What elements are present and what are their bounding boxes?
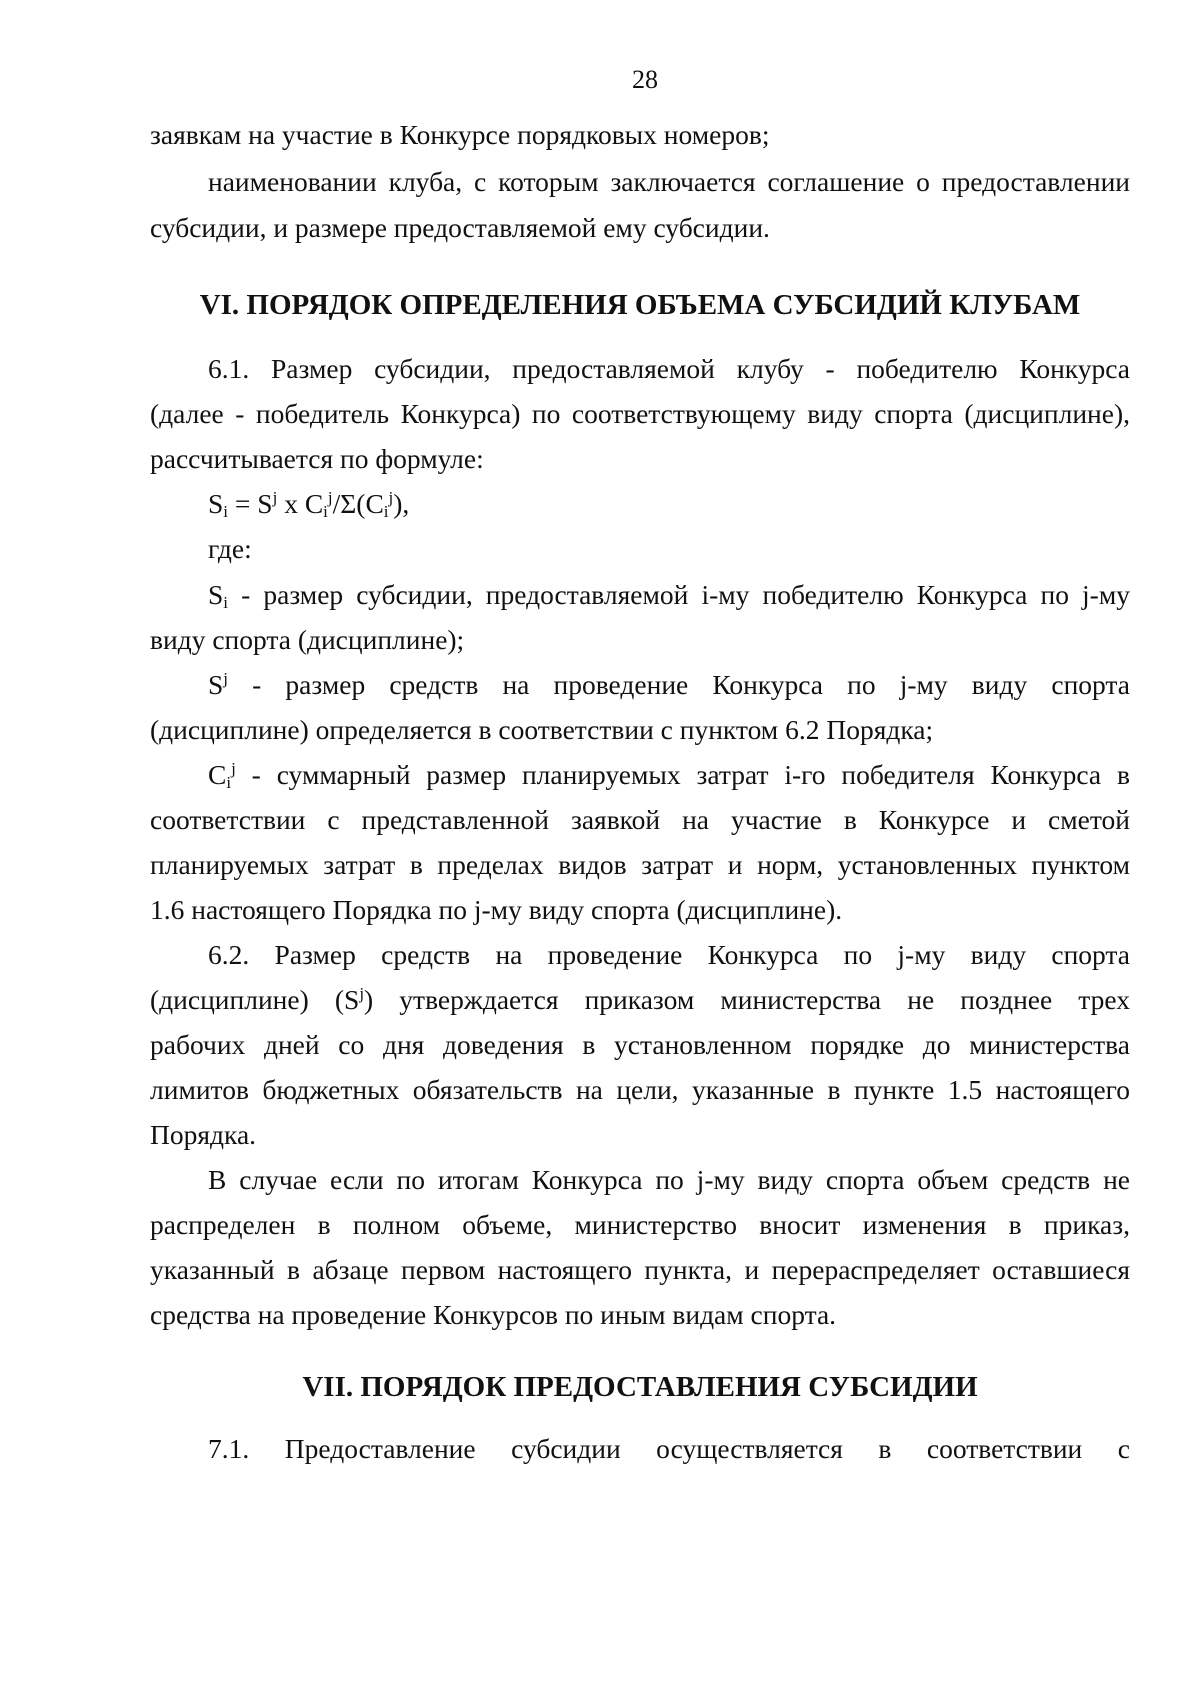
text-line: 6.2. Размер средств на проведение Конкурса по j-му виду спорта [208,939,1130,970]
definition-ci: $C_i^j$ - суммарный размер планируемых затрат i-го победителя Конкурса в [208,759,1130,792]
text-line: распределен в полном объеме, министерство вносит изменения в приказ, [150,1209,1130,1240]
text-line: (далее - победитель Конкурса) по соответствующему виду спорта (дисциплине), [150,398,1130,429]
text-line: средства на проведение Конкурсов по иным видам спорта. [150,1299,837,1330]
text-line: наименовании клуба, с которым заключается соглашение о предоставлении [208,166,1130,197]
text-line: лимитов бюджетных обязательств на цели, указанные в пункте 1.5 настоящего [150,1074,1130,1105]
text-line: (дисциплине) определяется в соответствии с пунктом 6.2 Порядка; [150,714,934,745]
text-line: В случае если по итогам Конкурса по j-му виду спорта объем средств не [208,1164,1130,1195]
text-line: заявкам на участие в Конкурсе порядковых номеров; [150,119,770,150]
text-line: 6.1. Размер субсидии, предоставляемой клубу - победителю Конкурса [208,353,1130,384]
text-line: субсидии, и размере предоставляемой ему субсидии. [150,212,770,243]
definition-si: $S_i$ - размер субсидии, предоставляемой i-му победителю Конкурса по j-му [208,579,1130,612]
text-line: указанный в абзаце первом настоящего пункта, и перераспределяет оставшиеся [150,1254,1130,1285]
text-line-with-symbol: (дисциплине) $(S^j)$ утверждается приказом министерства не позднее трех [150,984,1131,1015]
text-line: 1.6 настоящего Порядка по j-му виду спорта (дисциплине). [150,894,843,925]
formula: $S_i = S^j$ x $C_i^j/\Sigma(C_i^j)$, [208,488,410,521]
text-line: рабочих дней со дня доведения в установленном порядке до министерства [150,1029,1130,1060]
text-line: рассчитывается по формуле: [150,443,484,474]
definition-sj: $S^j$ - размер средств на проведение Конкурса по j-му виду спорта [208,669,1130,700]
text-line: Порядка. [150,1119,257,1150]
text-line: 7.1. Предоставление субсидии осуществляется в соответствии с [208,1433,1130,1464]
text-line: соответствии с представленной заявкой на участие в Конкурсе и сметой [150,804,1130,835]
text-line: где: [208,533,252,564]
text-line: планируемых затрат в пределах видов затрат и норм, установленных пунктом [150,849,1130,880]
section-heading-vi: VI. ПОРЯДОК ОПРЕДЕЛЕНИЯ ОБЪЕМА СУБСИДИЙ КЛУБАМ [199,289,1081,321]
page-number: 28 [632,65,658,94]
text-line: виду спорта (дисциплине); [150,624,465,655]
section-heading-vii: VII. ПОРЯДОК ПРЕДОСТАВЛЕНИЯ СУБСИДИИ [302,1371,978,1403]
